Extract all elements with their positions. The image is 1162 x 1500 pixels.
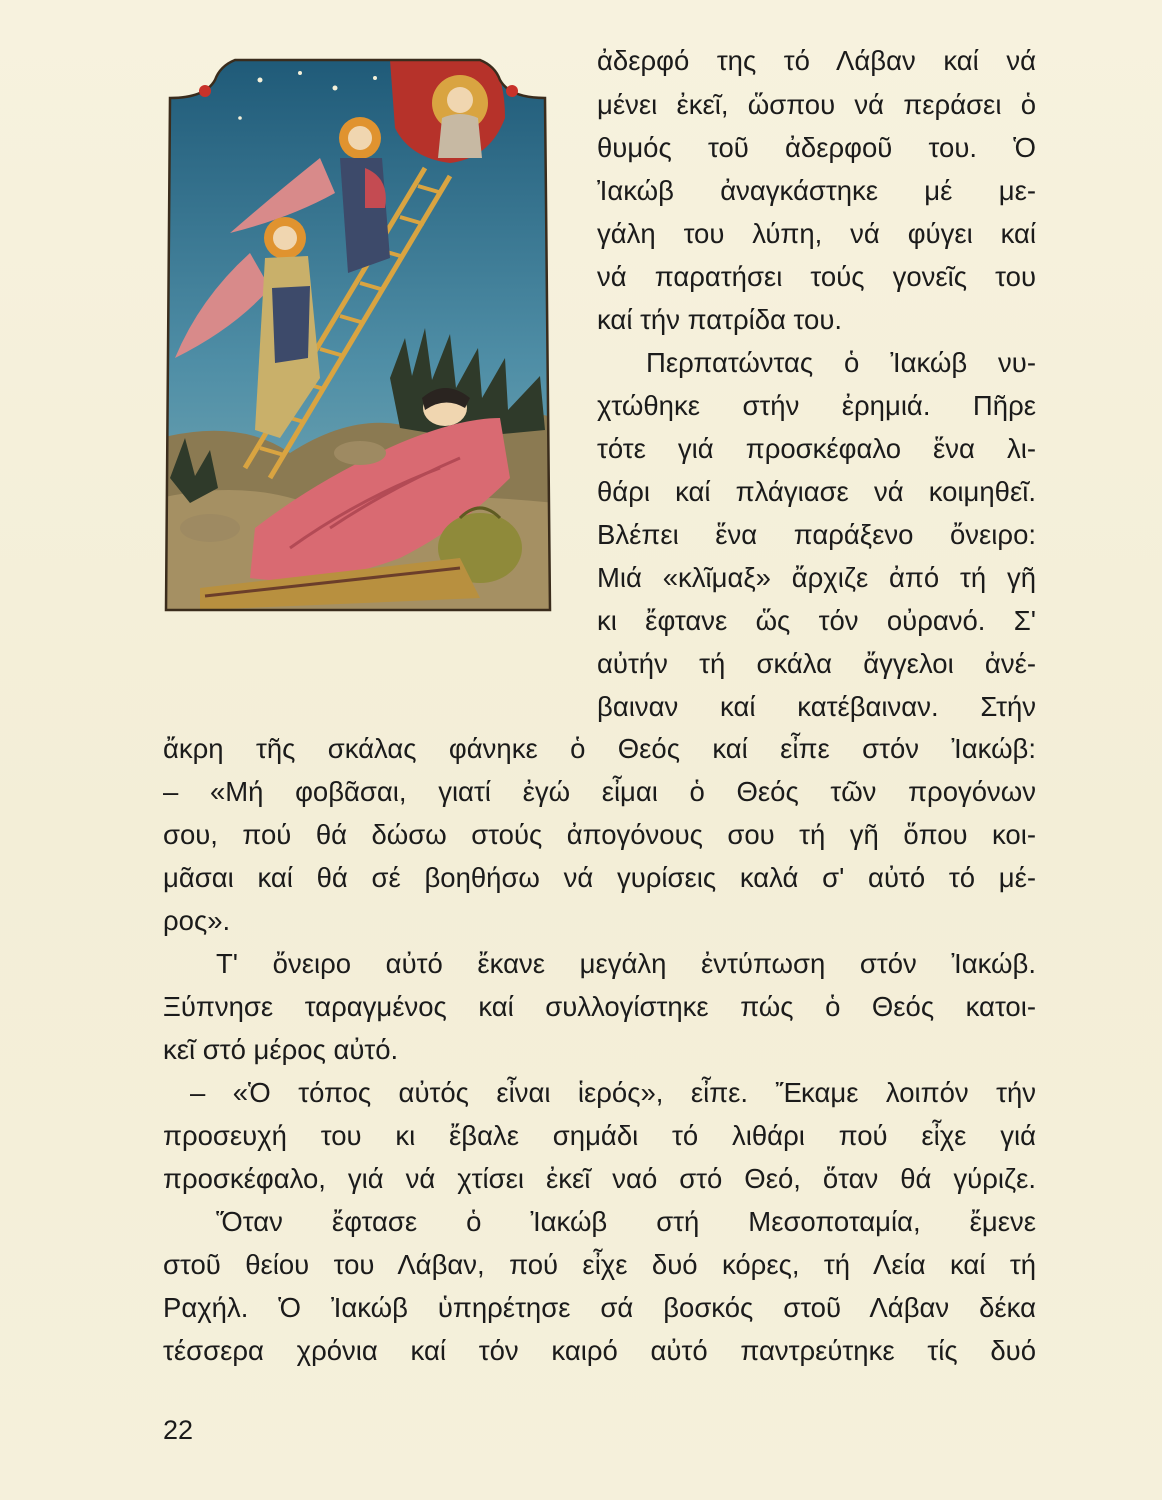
- text-line: γάλη του λύπη, νά φύγει καί: [597, 218, 1036, 249]
- text-line: βαιναν καί κατέβαιναν. Στήν: [597, 691, 1036, 722]
- text-line: Ἰακώβ ἀναγκάστηκε μέ με-: [597, 175, 1036, 206]
- text-line: τότε γιά προσκέφαλο ἕνα λι-: [597, 433, 1036, 464]
- text-line: ἀδερφό της τό Λάβαν καί νά: [597, 45, 1036, 76]
- text-line: στοῦ θείου του Λάβαν, πού εἶχε δυό κόρες, τή Λεία καί τή: [163, 1249, 1036, 1280]
- text-line: χτώθηκε στήν ἐρημιά. Πῆρε: [597, 390, 1036, 421]
- text-line: μᾶσαι καί θά σέ βοηθήσω νά γυρίσεις καλά σ' αὐτό τό μέ-: [163, 862, 1036, 893]
- paragraph-first-line: Περπατώντας ὁ Ἰακώβ νυ-: [646, 347, 1036, 378]
- text-line: θάρι καί πλάγιασε νά κοιμηθεῖ.: [597, 476, 1036, 507]
- text-line: νά παρατήσει τούς γονεῖς του: [597, 261, 1036, 292]
- dialogue-line: – «Ὁ τόπος αὐτός εἶναι ἱερός», εἶπε. Ἔκαμε λοιπόν τήν: [190, 1077, 1036, 1108]
- text-line: τέσσερα χρόνια καί τόν καιρό αὐτό παντρεύτηκε τίς δυό: [163, 1335, 1036, 1366]
- text-line: μένει ἐκεῖ, ὥσπου νά περάσει ὁ: [597, 89, 1036, 120]
- text-line: Ραχήλ. Ὁ Ἰακώβ ὑπηρέτησε σά βοσκός στοῦ Λάβαν δέκα: [163, 1292, 1036, 1323]
- paragraph-first-line: Ὅταν ἔφτασε ὁ Ἰακώβ στή Μεσοποταμία, ἔμενε: [216, 1206, 1036, 1237]
- text-line: κι ἔφτανε ὥς τόν οὐρανό. Σ': [597, 605, 1036, 636]
- text-line: ρος».: [163, 905, 231, 936]
- text-line: ἄκρη τῆς σκάλας φάνηκε ὁ Θεός καί εἶπε στόν Ἰακώβ:: [163, 733, 1036, 764]
- text-line: Μιά «κλῖμαξ» ἄρχιζε ἀπό τή γῆ: [597, 562, 1036, 593]
- text-line: θυμός τοῦ ἀδερφοῦ του. Ὁ: [597, 132, 1036, 163]
- text-line: καί τήν πατρίδα του.: [597, 304, 843, 335]
- text-line: – «Μή φοβᾶσαι, γιατί ἐγώ εἶμαι ὁ Θεός τῶν προγόνων: [163, 776, 1036, 807]
- text-line: Ξύπνησε ταραγμένος καί συλλογίστηκε πώς ὁ Θεός κατοι-: [163, 991, 1036, 1022]
- text-line: Βλέπει ἕνα παράξενο ὄνειρο:: [597, 519, 1036, 550]
- text-line: προσευχή του κι ἔβαλε σημάδι τό λιθάρι πού εἶχε γιά: [163, 1120, 1036, 1151]
- paragraph-first-line: Τ' ὄνειρο αὐτό ἔκανε μεγάλη ἐντύπωση στόν Ἰακώβ.: [216, 948, 1036, 979]
- text-line: προσκέφαλο, γιά νά χτίσει ἐκεῖ ναό στό Θεό, ὅταν θά γύριζε.: [163, 1163, 1036, 1194]
- text-line: αὐτήν τή σκάλα ἄγγελοι ἀνέ-: [597, 648, 1036, 679]
- text-line: κεῖ στό μέρος αὐτό.: [163, 1034, 399, 1065]
- text-line: σου, πού θά δώσω στούς ἀπογόνους σου τή γῆ ὅπου κοι-: [163, 819, 1036, 850]
- page-number: 22: [163, 1415, 194, 1445]
- jacobs-ladder-illustration: [160, 58, 555, 613]
